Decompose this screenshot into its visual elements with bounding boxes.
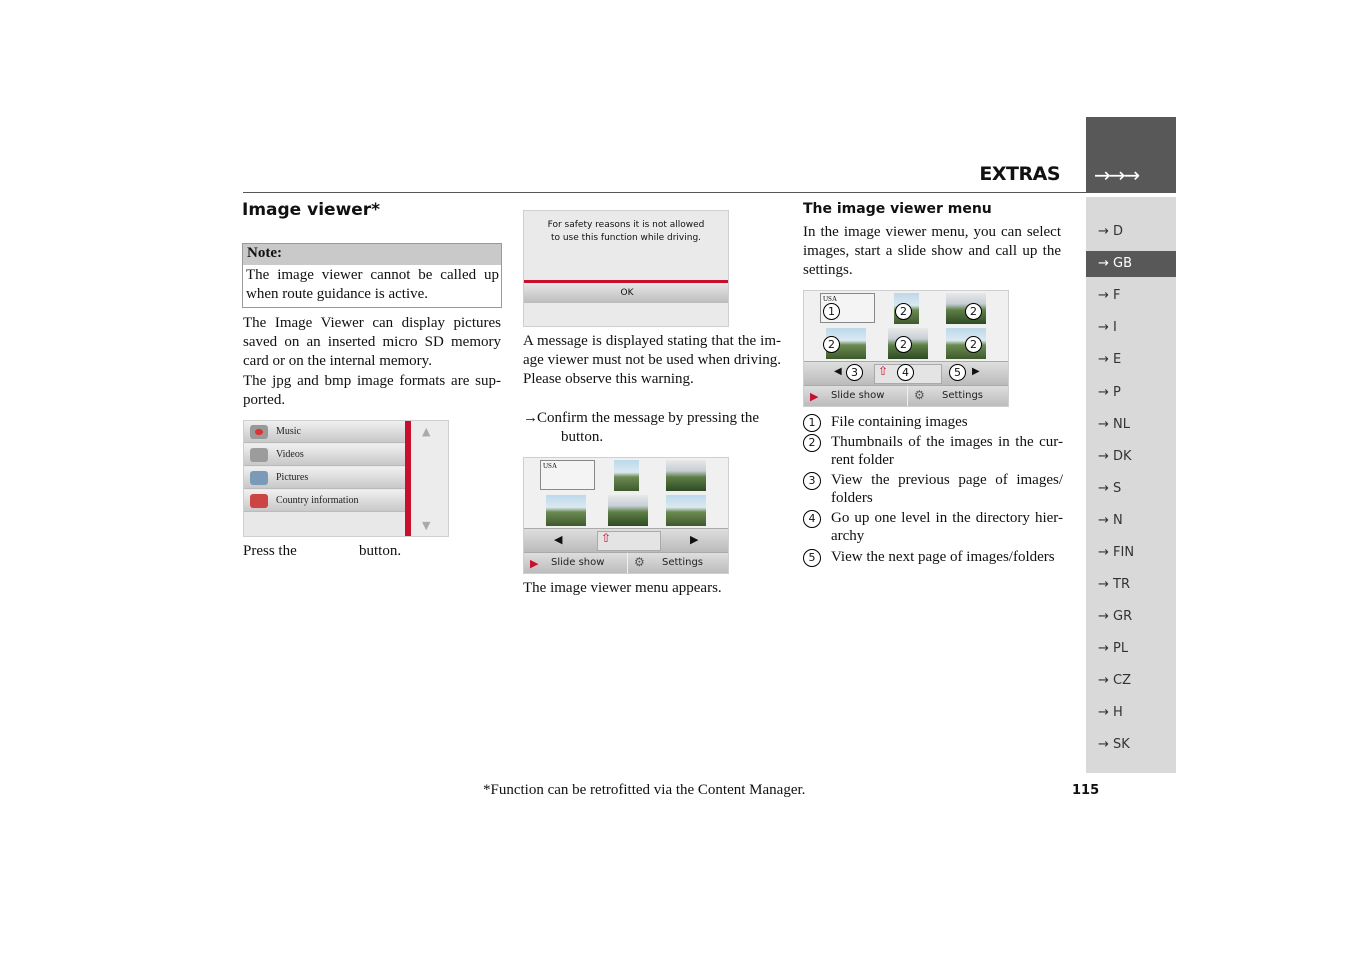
press-text-before: Press the [243, 543, 297, 559]
slide-show-label: Slide show [831, 390, 885, 401]
legend-text: Go up one level in the directory hier- archy [831, 510, 1063, 544]
callout-1: 1 [823, 303, 840, 320]
menu-item-country-information[interactable]: Country information [244, 490, 408, 512]
lang-item-i[interactable]: → I [1098, 320, 1117, 335]
video-icon [250, 448, 268, 462]
scroll-up-icon[interactable]: ▲ [422, 425, 431, 438]
legend-number: 4 [803, 510, 821, 528]
ok-button[interactable]: OK [524, 283, 729, 303]
slide-show-icon: ▶ [810, 390, 819, 403]
music-icon [250, 425, 268, 439]
footer-note: *Function can be retrofitted via the Content Manager. [483, 782, 806, 798]
thumbnail[interactable] [666, 495, 706, 526]
previous-page-icon[interactable]: ◀ [554, 533, 563, 546]
lang-item-pl[interactable]: → PL [1098, 641, 1129, 656]
next-page-icon[interactable]: ▶ [690, 533, 699, 546]
paragraph-intro: The Image Viewer can display pictures saved on an inserted micro SD memory card or on the internal memory. [243, 315, 501, 369]
paragraph-menu-appears: The image viewer menu appears. [523, 580, 722, 596]
confirm-text: Confirm the message by pressing the [537, 410, 760, 426]
lang-item-nl[interactable]: → NL [1098, 417, 1130, 432]
legend-item [803, 509, 1063, 545]
callout-5: 5 [949, 364, 966, 381]
note-text: The image viewer cannot be called up when route guidance is active. [246, 267, 499, 302]
lang-item-gr[interactable]: → GR [1098, 609, 1133, 624]
section-title: EXTRAS [979, 163, 1060, 185]
confirm-text-2: button. [561, 429, 604, 445]
header-rule [243, 192, 1086, 193]
legend-number: 1 [803, 414, 821, 432]
lang-item-cz[interactable]: → CZ [1098, 673, 1132, 688]
lang-item-f[interactable]: → F [1098, 288, 1121, 303]
slide-show-icon: ▶ [530, 557, 539, 570]
callout-2: 2 [823, 336, 840, 353]
legend-item [803, 433, 1063, 469]
callout-2: 2 [895, 336, 912, 353]
thumbnail[interactable] [608, 495, 648, 526]
annotated-viewer-screenshot [803, 290, 1009, 407]
legend-item [803, 413, 1063, 431]
section-tab-arrows: →→→ [1094, 163, 1139, 187]
lang-item-s[interactable]: → S [1098, 481, 1122, 496]
settings-label: Settings [662, 557, 704, 568]
scroll-down-icon[interactable]: ▼ [422, 519, 431, 532]
previous-page-icon[interactable]: ◀ [834, 366, 842, 377]
legend-number: 3 [803, 472, 821, 490]
lang-item-n[interactable]: → N [1098, 513, 1123, 528]
warning-line-2: to use this function while driving. [550, 233, 702, 243]
legend-text: View the previous page of images/ folders [831, 472, 1063, 506]
press-text-after: button. [359, 543, 402, 559]
settings-label: Settings [942, 390, 984, 401]
legend-text: View the next page of images/folders [831, 549, 1055, 565]
menu-item-videos[interactable]: Videos [244, 444, 408, 466]
legend-text: File containing images [831, 414, 968, 430]
legend-number: 5 [803, 549, 821, 567]
note-heading: Note: [243, 244, 501, 265]
legend-text: Thumbnails of the images in the cur- rent folder [831, 434, 1063, 468]
pictures-icon [250, 471, 268, 485]
country-info-icon [250, 494, 268, 508]
heading-image-viewer-menu: The image viewer menu [803, 201, 992, 217]
lang-item-sk[interactable]: → SK [1098, 737, 1130, 752]
menu-item-pictures[interactable]: Pictures [244, 467, 408, 489]
up-level-icon: ⇧ [878, 364, 889, 378]
heading-image-viewer: Image viewer* [242, 200, 381, 220]
legend-number: 2 [803, 434, 821, 452]
settings-icon: ⚙ [634, 555, 645, 569]
warning-screenshot [523, 210, 729, 327]
lang-item-d[interactable]: → D [1098, 224, 1124, 239]
up-level-icon: ⇧ [601, 531, 612, 545]
thumbnail[interactable] [666, 460, 706, 491]
warning-line-1: For safety reasons it is not allowed [547, 220, 705, 230]
lang-item-fin[interactable]: → FIN [1098, 545, 1135, 560]
callout-2: 2 [895, 303, 912, 320]
slide-show-label: Slide show [551, 557, 605, 568]
lang-item-tr[interactable]: → TR [1098, 577, 1130, 592]
lang-item-e[interactable]: → E [1098, 352, 1122, 367]
callout-4: 4 [897, 364, 914, 381]
paragraph-warning: A message is displayed stating that the im- age viewer must not be used when driving. Please observe this warning. [523, 333, 781, 387]
confirm-arrow: → [523, 410, 538, 426]
lang-item-dk[interactable]: → DK [1098, 449, 1132, 464]
paragraph-menu-intro: In the image viewer menu, you can select images, start a slide show and call up the settings. [803, 224, 1061, 278]
thumbnail[interactable] [614, 460, 639, 491]
settings-icon: ⚙ [914, 388, 925, 402]
lang-item-gb[interactable]: → GB [1086, 251, 1176, 277]
menu-item-music[interactable]: Music [244, 421, 408, 443]
image-viewer-screenshot [523, 457, 729, 574]
lang-item-h[interactable]: → H [1098, 705, 1123, 720]
callout-3: 3 [846, 364, 863, 381]
folder-tile[interactable]: USA [820, 293, 875, 323]
language-sidebar [1086, 197, 1176, 773]
page-number: 115 [1072, 783, 1100, 798]
callout-2: 2 [965, 336, 982, 353]
legend-item [803, 471, 1063, 507]
legend-item [803, 548, 1063, 566]
next-page-icon[interactable]: ▶ [972, 366, 980, 377]
callout-2: 2 [965, 303, 982, 320]
folder-tile[interactable]: USA [540, 460, 595, 490]
lang-item-p[interactable]: → P [1098, 385, 1121, 400]
paragraph-formats: The jpg and bmp image formats are sup- ported. [243, 373, 501, 408]
thumbnail[interactable] [546, 495, 586, 526]
main-menu-screenshot [243, 420, 449, 537]
